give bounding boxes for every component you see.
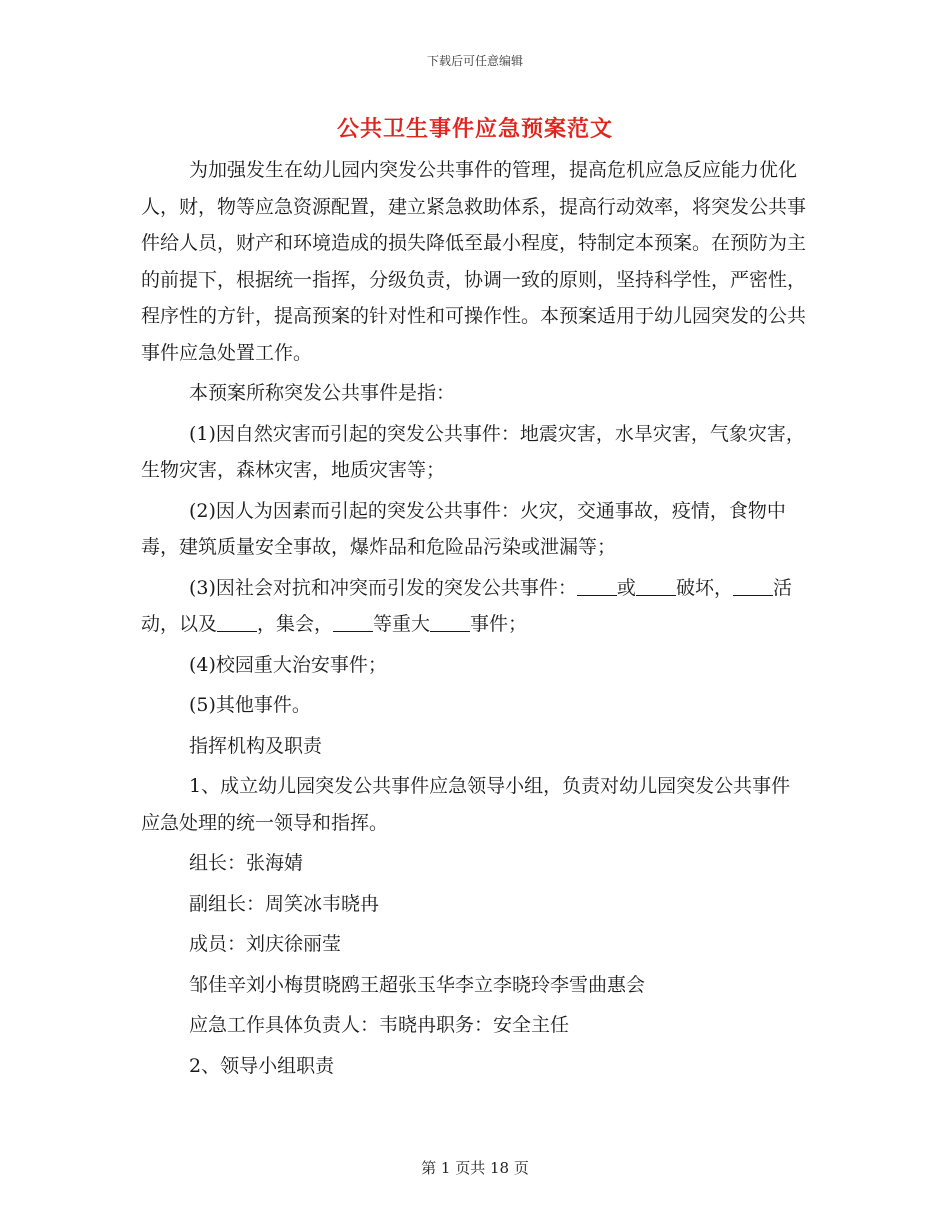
event-type-3-part4: 活动，以及	[141, 576, 792, 635]
fill-blank	[577, 577, 617, 596]
event-type-5: (5)其他事件。	[189, 694, 311, 716]
fill-blank	[636, 577, 676, 596]
leader-line: 组长：张海婧	[189, 852, 304, 874]
event-type-3-part5: ，集会，	[257, 613, 334, 635]
section-heading: 指挥机构及职责	[189, 734, 323, 757]
members-line-2: 邹佳辛刘小梅贯晓鸥王超张玉华李立李晓玲李雪曲惠会	[189, 973, 646, 996]
event-type-2: (2)因人为因素而引起的突发公共事件：火灾，交通事故，疫情，食物中毒，建筑质量安全事故，爆炸品和危险品污染或泄漏等；	[141, 499, 786, 558]
definition-paragraph: 本预案所称突发公共事件是指：	[189, 382, 456, 404]
event-type-1: (1)因自然灾害而引起的突发公共事件：地震灾害，水旱灾害，气象灾害，生物灾害，森林灾害，地质灾害等；	[141, 422, 805, 481]
page-footer: 第 1 页共 18 页	[421, 1159, 529, 1177]
point-2: 2、领导小组职责	[189, 1054, 335, 1077]
document-body	[141, 152, 807, 1084]
event-type-3	[141, 570, 807, 643]
event-type-3-part2: 或	[616, 576, 636, 599]
fill-blank	[333, 613, 373, 632]
event-type-3-part1: (3)因社会对抗和冲突而引发的突发公共事件：	[189, 576, 577, 599]
event-type-3-part3: 破坏，	[675, 576, 733, 599]
document-title: 公共卫生事件应急预案范文	[336, 116, 613, 142]
members-line: 成员：刘庆徐丽莹	[189, 933, 342, 955]
event-type-4: (4)校园重大治安事件；	[189, 653, 387, 676]
event-type-3-part6: 等重大	[373, 613, 431, 635]
point-1: 1、成立幼儿园突发公共事件应急领导小组，负责对幼儿园突发公共事件应急处理的统一领导和指挥。	[141, 775, 791, 834]
event-type-3-part7: 事件；	[470, 613, 528, 635]
page-header: 下载后可任意编辑	[426, 54, 523, 68]
intro-paragraph: 为加强发生在幼儿园内突发公共事件的管理，提高危机应急反应能力优化人，财，物等应急资源配置，建立紧急救助体系，提高行动效率，将突发公共事件给人员，财产和环境造成的损失降低至最小程度，特制定本预案。在预防为主的前提下，根据统一指挥，分级负责，协调一致的原则，坚持科学性，严密性，程序性的方针，提高预案的针对性和可操作性。本预案适用于幼儿园突发的公共事件应急处置工作。	[141, 159, 807, 364]
fill-blank	[217, 613, 257, 632]
fill-blank	[430, 613, 470, 632]
deputy-line: 副组长：周笑冰韦晓冉	[189, 892, 380, 915]
fill-blank	[733, 577, 773, 596]
responsible-line: 应急工作具体负责人：韦晓冉职务：安全主任	[189, 1014, 570, 1036]
